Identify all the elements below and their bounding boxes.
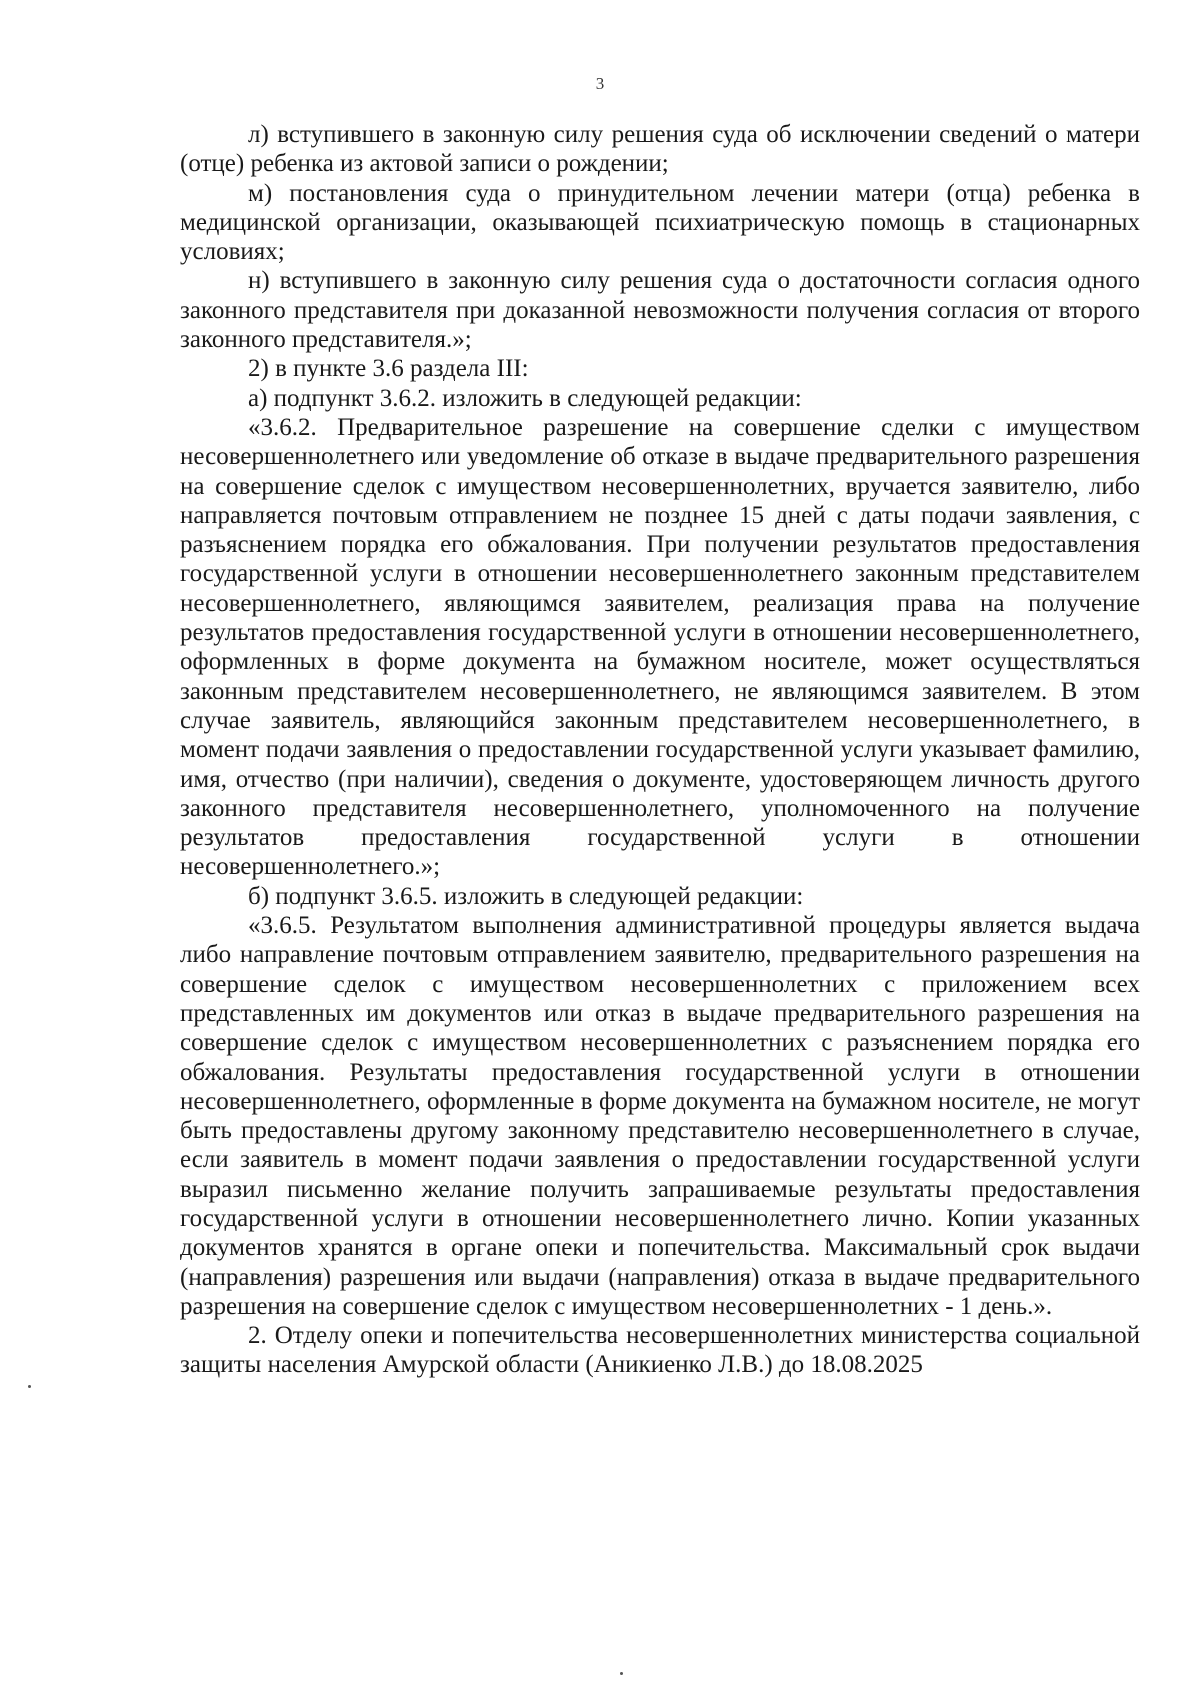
paragraph-subitem-l: л) вступившего в законную силу решения суда об исключении сведений о матери (отце) ребенка из актовой записи о рождении;	[180, 121, 1140, 178]
paragraph-subitem-m: м) постановления суда о принудительном лечении матери (отца) ребенка в медицинской организации, оказывающей психиатрическую помощь в стационарных условиях;	[180, 179, 1140, 266]
paragraph-subitem-n: н) вступившего в законную силу решения суда о достаточности согласия одного законного представителя при доказанной невозможности получения согласия от второго законного представителя.»;	[180, 267, 1140, 354]
document-body	[180, 120, 1140, 1380]
scan-speck	[620, 1672, 623, 1675]
paragraph-clause-3-6-2: «3.6.2. Предварительное разрешение на совершение сделки с имуществом несовершеннолетнего или уведомление об отказе в выдаче предварительного разрешения на совершение сделок с имуществом несовершеннолетних, вручается заявителю, либо направляется почтовым отправлением не позднее 15 дней с даты подачи заявления, с разъяснением порядка его обжалования. При получении результатов предоставления государственной услуги в отношении несовершеннолетнего законным представителем несовершеннолетнего, являющимся заявителем, реализация права на получение результатов предоставления государственной услуги в отношении несовершеннолетнего, оформленных в форме документа на бумажном носителе, может осуществляться законным представителем несовершеннолетнего, не являющимся заявителем. В этом случае заявитель, являющийся законным представителем несовершеннолетнего, в момент подачи заявления о предоставлении государственной услуги указывает фамилию, имя, отчество (при наличии), сведения о документе, удостоверяющем личность другого законного представителя несовершеннолетнего, уполномоченного на получение результатов предоставления государственной услуги в отношении несовершеннолетнего.»;	[180, 413, 1140, 881]
paragraph-subitem-a: а) подпункт 3.6.2. изложить в следующей редакции:	[248, 384, 802, 412]
paragraph-item-2: 2) в пункте 3.6 раздела III:	[248, 355, 529, 383]
paragraph-clause-3-6-5: «3.6.5. Результатом выполнения административной процедуры является выдача либо направление почтовым отправлением заявителю, предварительного разрешения на совершение сделок с имуществом несовершеннолетних с приложением всех представленных им документов или отказ в выдаче предварительного разрешения на совершение сделок с имуществом несовершеннолетних с разъяснением порядка его обжалования. Результаты предоставления государственной услуги в отношении несовершеннолетнего, оформленные в форме документа на бумажном носителе, не могут быть предоставлены другому законному представителю несовершеннолетнего в случае, если заявитель в момент подачи заявления о предоставлении государственной услуги выразил письменно желание получить запрашиваемые результаты предоставления государственной услуги в отношении несовершеннолетнего лично. Копии указанных документов хранятся в органе опеки и попечительства. Максимальный срок выдачи (направления) разрешения или выдачи (направления) отказа в выдаче предварительного разрешения на совершение сделок с имуществом несовершеннолетних - 1 день.».	[180, 912, 1140, 1320]
paragraph-item-2-order: 2. Отделу опеки и попечительства несовершеннолетних министерства социальной защиты населения Амурской области (Аникиенко Л.В.) до 18.08.2025	[180, 1322, 1140, 1379]
scan-speck	[28, 1385, 31, 1388]
page-number: 3	[595, 74, 605, 93]
paragraph-subitem-b: б) подпункт 3.6.5. изложить в следующей редакции:	[248, 882, 804, 910]
